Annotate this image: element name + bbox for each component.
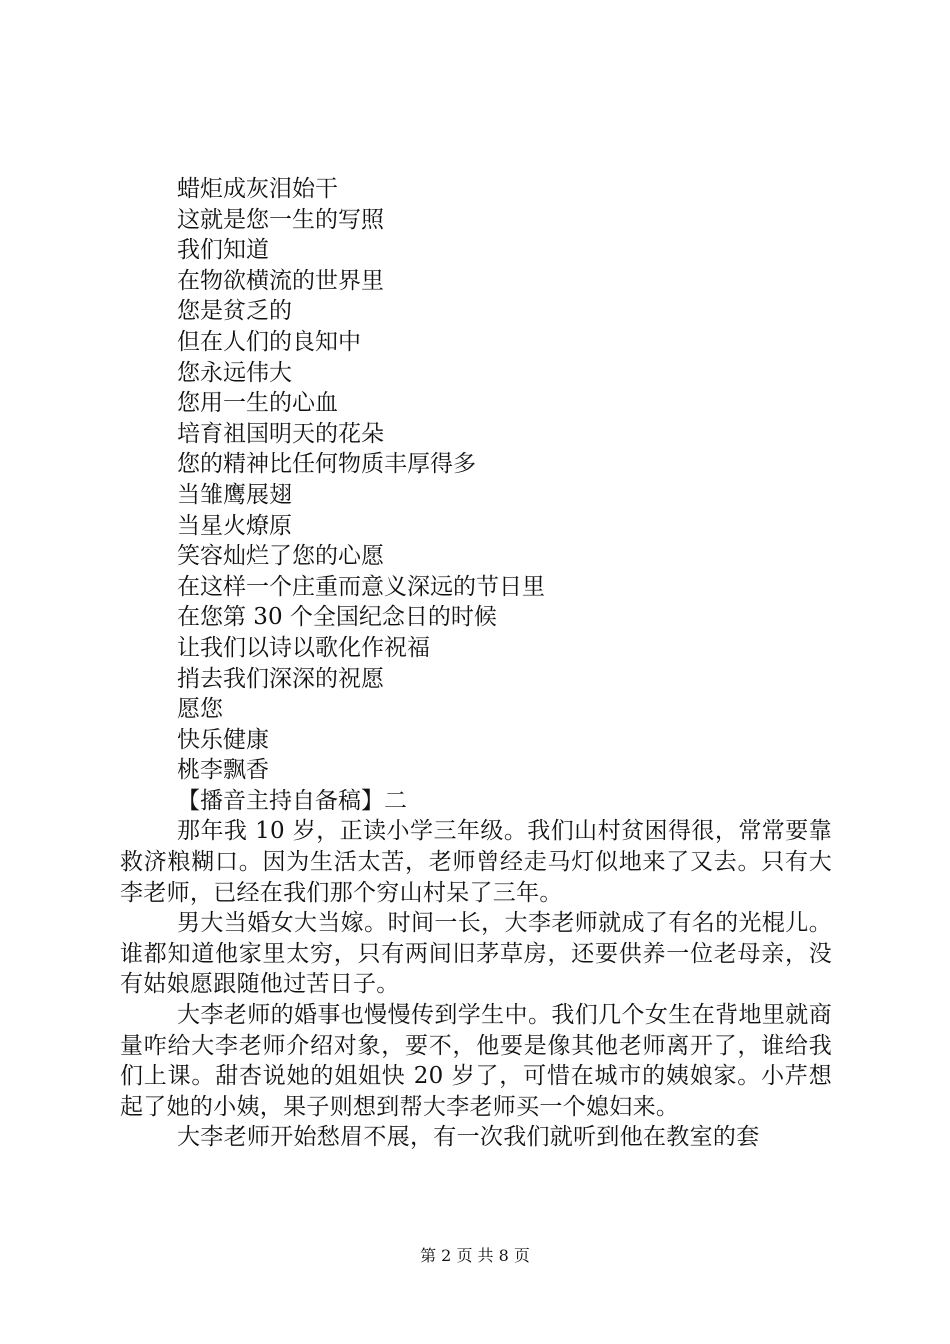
poem-line: 当雏鹰展翅 bbox=[177, 481, 292, 508]
poem-line: 这就是您一生的写照 bbox=[177, 206, 384, 233]
poem-line: 当星火燎原 bbox=[177, 512, 292, 539]
poem-line: 您用一生的心血 bbox=[177, 390, 338, 417]
poem-line: 桃李飘香 bbox=[177, 757, 269, 784]
poem-line: 您的精神比任何物质丰厚得多 bbox=[177, 451, 476, 478]
poem-line: 快乐健康 bbox=[177, 726, 269, 753]
poem-line: 您永远伟大 bbox=[177, 359, 292, 386]
poem-line: 您是贫乏的 bbox=[177, 298, 292, 325]
poem-line: 愿您 bbox=[177, 696, 223, 723]
section-heading: 【播音主持自备稿】二 bbox=[177, 787, 407, 814]
document-body bbox=[120, 174, 832, 1153]
poem-line: 让我们以诗以歌化作祝福 bbox=[177, 634, 430, 661]
paragraph: 大李老师的婚事也慢慢传到学生中。我们几个女生在背地里就商量咋给大李老师介绍对象，要不，他要是像其他老师离开了，谁给我们上课。甜杏说她的姐姐快 20 岁了，可惜在城市的姨娘家。小芹想起了她的小姨，果子则想到帮大李老师买一个媳妇来。 bbox=[120, 1002, 832, 1120]
prose bbox=[120, 816, 832, 1153]
poem bbox=[120, 174, 832, 786]
poem-line: 但在人们的良知中 bbox=[177, 328, 361, 355]
poem-line: 捎去我们深深的祝愿 bbox=[177, 665, 384, 692]
page-number-footer: 第 2 页 共 8 页 bbox=[420, 1246, 530, 1265]
poem-line: 在您第 30 个全国纪念日的时候 bbox=[177, 604, 497, 631]
poem-line: 蜡炬成灰泪始干 bbox=[177, 176, 338, 202]
poem-line: 在这样一个庄重而意义深远的节日里 bbox=[177, 573, 545, 600]
paragraph: 大李老师开始愁眉不展，有一次我们就听到他在教室的套 bbox=[177, 1124, 760, 1151]
poem-line: 在物欲横流的世界里 bbox=[177, 267, 384, 294]
paragraph: 男大当婚女大当嫁。时间一长，大李老师就成了有名的光棍儿。谁都知道他家里太穷，只有两间旧茅草房，还要供养一位老母亲，没有姑娘愿跟随他过苦日子。 bbox=[120, 910, 832, 998]
poem-line: 培育祖国明天的花朵 bbox=[177, 420, 384, 447]
poem-line: 我们知道 bbox=[177, 237, 269, 264]
paragraph: 那年我 10 岁，正读小学三年级。我们山村贫困得很，常常要靠救济粮糊口。因为生活太苦，老师曾经走马灯似地来了又去。只有大李老师，已经在我们那个穷山村呆了三年。 bbox=[120, 818, 832, 906]
poem-line: 笑容灿烂了您的心愿 bbox=[177, 543, 384, 570]
